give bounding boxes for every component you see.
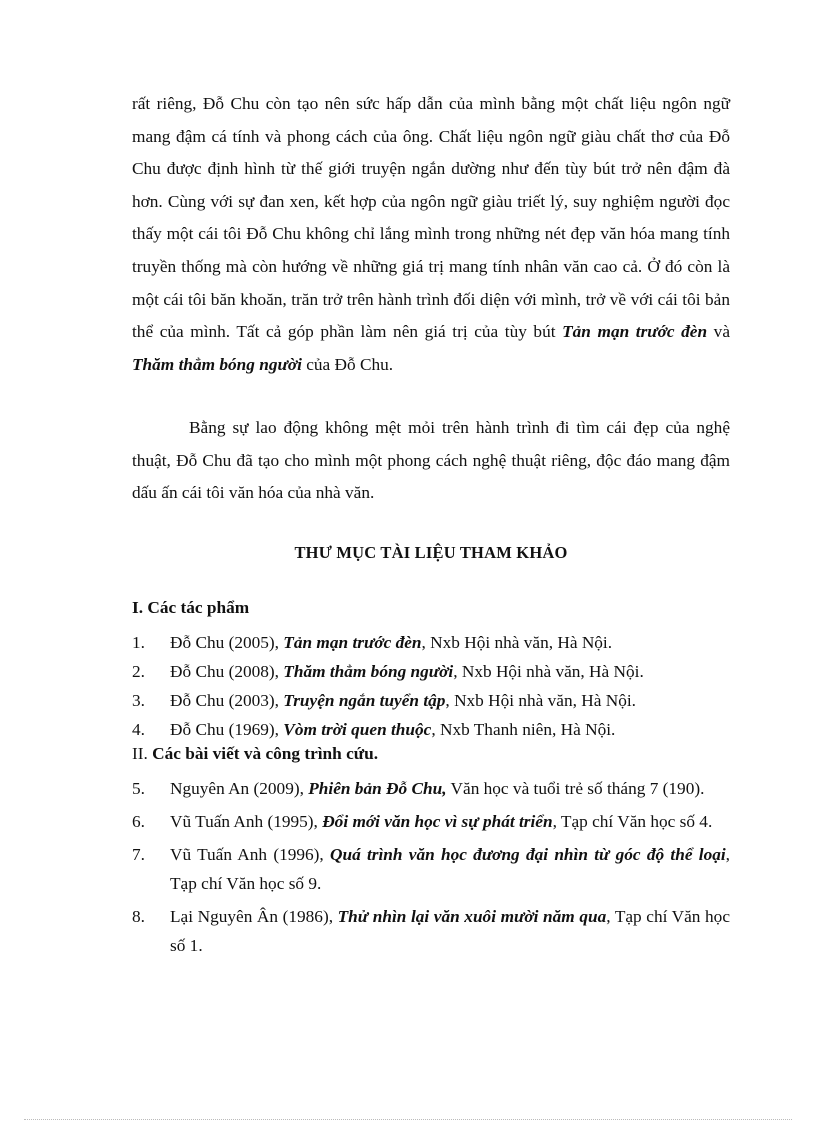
reference-publisher: Văn học và tuổi trẻ số tháng 7 (190). xyxy=(446,779,705,798)
reference-item xyxy=(132,807,730,836)
reference-title: Tản mạn trước đèn xyxy=(283,633,422,652)
works-list xyxy=(132,628,730,744)
reference-author: Đỗ Chu (2005), xyxy=(170,633,284,652)
section-heading-works: I. Các tác phẩm xyxy=(132,598,250,617)
reference-number: 6. xyxy=(132,812,145,831)
reference-number: 1. xyxy=(132,633,145,652)
reference-item xyxy=(132,902,730,960)
reference-publisher: , Nxb Hội nhà văn, Hà Nội. xyxy=(421,633,613,652)
paragraph-text: của Đỗ Chu. xyxy=(301,354,394,374)
reference-title: Thăm thẳm bóng người xyxy=(283,662,454,681)
reference-author: Vũ Tuấn Anh (1995), xyxy=(170,812,323,831)
body-paragraph-1 xyxy=(132,88,730,381)
reference-number: 7. xyxy=(132,845,145,864)
reference-number: 5. xyxy=(132,779,145,798)
book-title: Tản mạn trước đèn xyxy=(562,322,708,342)
page-bottom-divider xyxy=(24,1119,792,1120)
reference-number: 3. xyxy=(132,691,145,710)
section-title: Các bài viết và công trình cứu. xyxy=(152,744,379,763)
reference-title: Quá trình văn học đương đại nhìn từ góc độ thể loại xyxy=(329,845,726,864)
section-heading-articles xyxy=(132,744,378,764)
reference-author: Lại Nguyên Ân (1986), xyxy=(170,907,338,926)
section-number: II. xyxy=(132,744,148,763)
reference-item xyxy=(132,657,730,686)
reference-item xyxy=(132,628,730,657)
reference-author: Vũ Tuấn Anh (1996), xyxy=(170,845,330,864)
body-paragraph-2: Bằng sự lao động không mệt mỏi trên hành trình đi tìm cái đẹp của nghệ thuật, Đỗ Chu đã tạo cho mình một phong cách nghệ thuật riêng, độc đáo mang đậm dấu ấn cái tôi văn hóa của nhà văn. xyxy=(132,418,730,503)
reference-title: Phiên bản Đỗ Chu, xyxy=(308,779,447,798)
bibliography-heading: THƯ MỤC TÀI LIỆU THAM KHẢO xyxy=(294,543,568,562)
book-title: Thăm thẳm bóng người xyxy=(132,354,302,374)
paragraph-text: và xyxy=(707,322,730,342)
reference-item xyxy=(132,686,730,715)
articles-list xyxy=(132,774,730,964)
paragraph-text: rất riêng, Đỗ Chu còn tạo nên sức hấp dẫn của mình bằng một chất liệu ngôn ngữ mang đậm cá tính và phong cách của ông. Chất liệu ngôn ngữ giàu chất thơ của Đỗ Chu được định hình từ thế giới truyện ngắn dường như đến tùy bút trở nên đậm đà hơn. Cùng với sự đan xen, kết hợp của ngôn ngữ giàu triết lý, suy nghiệm người đọc thấy một cái tôi Đỗ Chu không chỉ lắng mình trong những nét đẹp văn hóa mang tính truyền thống mà còn hướng về những giá trị mang tính nhân văn cao cả. Ở đó còn là một cái tôi băn khoăn, trăn trở trên hành trình đối diện với mình, trở về với cái tôi bản thể của mình. Tất cả góp phần làm nên giá trị của tùy bút xyxy=(132,94,730,342)
reference-publisher: , Tạp chí Văn học số 4. xyxy=(552,812,713,831)
reference-title: Truyện ngắn tuyển tập xyxy=(283,691,446,710)
reference-publisher: , Nxb Hội nhà văn, Hà Nội. xyxy=(445,691,636,710)
reference-author: Nguyên An (2009), xyxy=(170,779,309,798)
reference-number: 4. xyxy=(132,720,145,739)
reference-author: Đỗ Chu (2003), xyxy=(170,691,284,710)
reference-publisher: , Tạp chí Văn học số 1. xyxy=(170,907,730,955)
reference-publisher: , Tạp chí Văn học số 9. xyxy=(170,845,730,893)
reference-title: Vòm trời quen thuộc xyxy=(283,720,432,739)
reference-author: Đỗ Chu (1969), xyxy=(170,720,284,739)
reference-title: Đổi mới văn học vì sự phát triển xyxy=(322,812,553,831)
reference-number: 2. xyxy=(132,662,145,681)
reference-item xyxy=(132,715,730,744)
reference-author: Đỗ Chu (2008), xyxy=(170,662,284,681)
reference-item xyxy=(132,840,730,898)
reference-title: Thử nhìn lại văn xuôi mười năm qua xyxy=(337,907,607,926)
reference-publisher: , Nxb Hội nhà văn, Hà Nội. xyxy=(453,662,644,681)
reference-number: 8. xyxy=(132,907,145,926)
reference-publisher: , Nxb Thanh niên, Hà Nội. xyxy=(431,720,616,739)
reference-item xyxy=(132,774,730,803)
